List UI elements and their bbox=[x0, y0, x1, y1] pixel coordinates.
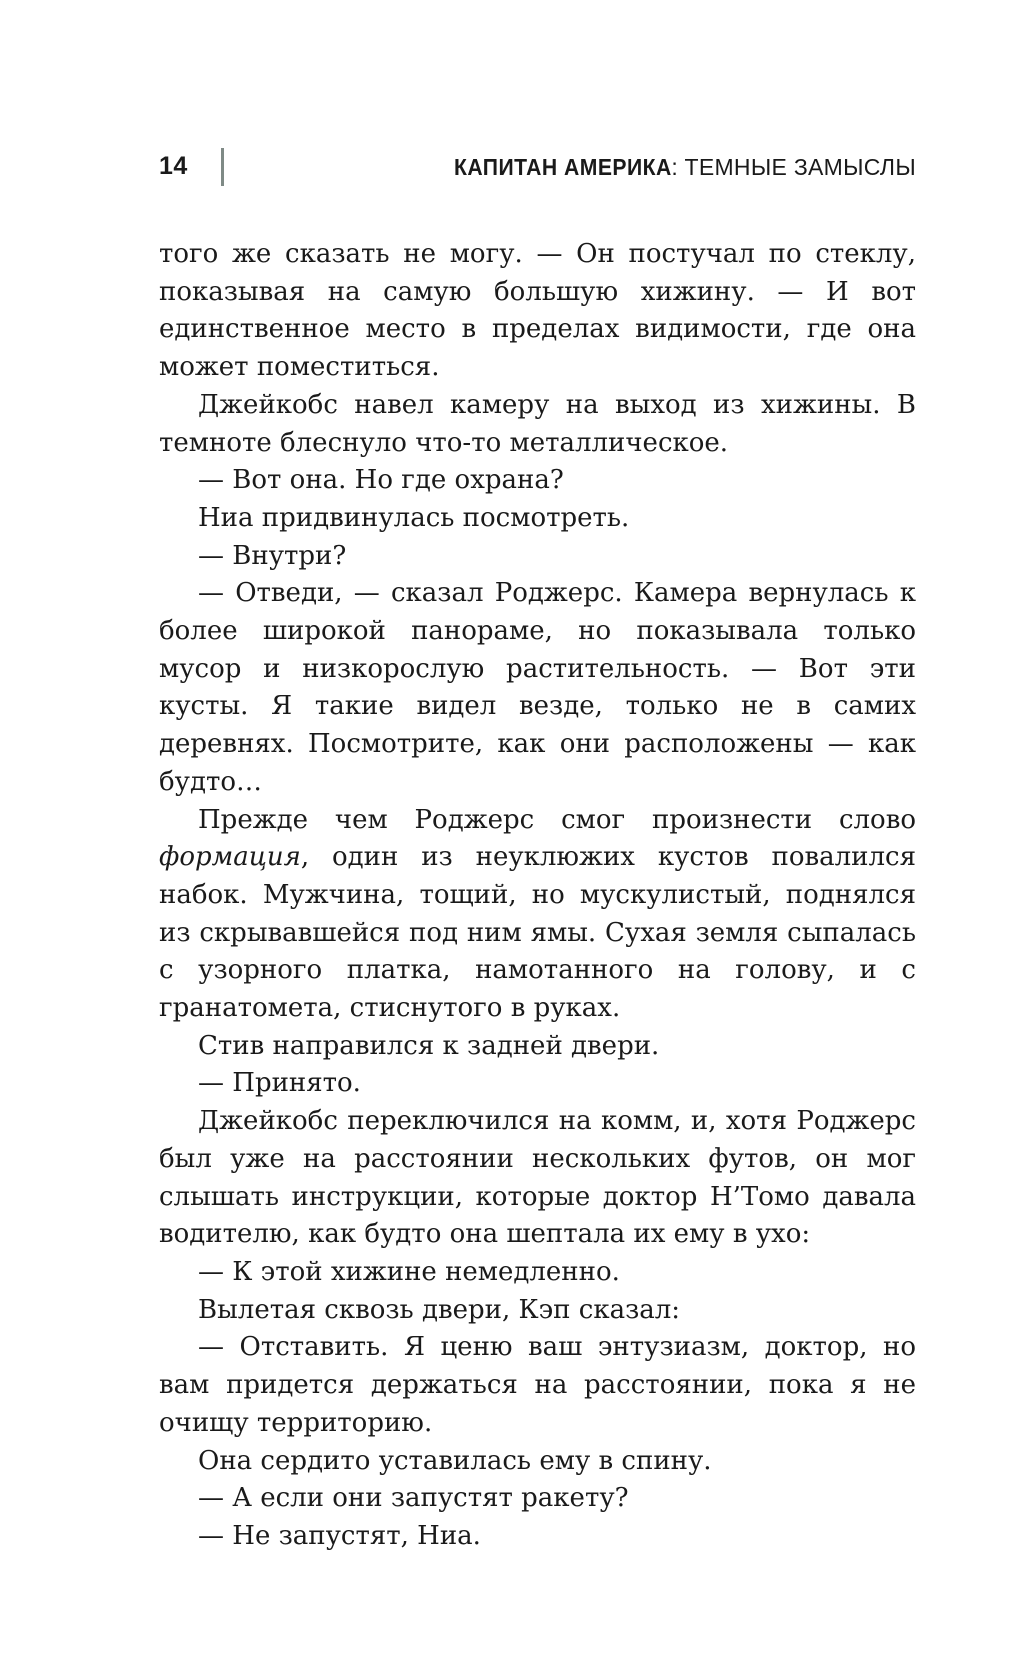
paragraph: Ниа придвинулась посмотреть. bbox=[198, 502, 630, 533]
paragraph: — Принято. bbox=[198, 1068, 361, 1099]
header-divider bbox=[221, 148, 224, 186]
paragraph: Она сердито уставилась ему в спину. bbox=[198, 1445, 712, 1476]
paragraph-text: , один из неуклюжих кустов повалился набок. Мужчина, тощий, но мускулистый, поднялся из скрывавшейся под ним ямы. Сухая земля сыпалась с узорного платка, намотанного на голову, и с гранатомета, стиснутого в руках. bbox=[159, 842, 916, 1024]
running-title bbox=[435, 154, 916, 181]
paragraph: Вылетая сквозь двери, Кэп сказал: bbox=[198, 1294, 681, 1325]
series-title: КАПИТАН АМЕРИКА bbox=[453, 154, 672, 180]
running-header bbox=[159, 148, 916, 188]
body-text bbox=[159, 236, 916, 1556]
title-separator: : bbox=[671, 154, 678, 180]
paragraph: — Не запустят, Ниа. bbox=[198, 1520, 481, 1551]
paragraph bbox=[159, 802, 916, 1028]
paragraph: — Отставить. Я ценю ваш энтузиазм, доктор, но вам придется держаться на расстоянии, пока я не очищу территорию. bbox=[159, 1332, 916, 1438]
paragraph: — А если они запустят ракету? bbox=[198, 1483, 629, 1514]
italic-word: формация bbox=[159, 842, 301, 873]
page-number: 14 bbox=[159, 152, 188, 180]
paragraph: Джейкобс навел камеру на выход из хижины. В темноте блеснуло что-то металлическое. bbox=[159, 389, 916, 458]
paragraph: Джейкобс переключился на комм, и, хотя Роджерс был уже на расстоянии нескольких футов, он мог слышать инструкции, которые доктор Н’Томо давала водителю, как будто она шептала их ему в ухо: bbox=[159, 1106, 916, 1250]
paragraph: — Внутри? bbox=[198, 540, 347, 571]
paragraph: Стив направился к задней двери. bbox=[198, 1030, 660, 1061]
paragraph: того же сказать не могу. — Он постучал по стеклу, показывая на самую большую хижину. — И вот единственное место в пределах видимости, где она может поместиться. bbox=[159, 239, 916, 383]
paragraph-text: Прежде чем Роджерс смог произнести слово bbox=[198, 804, 916, 835]
paragraph: — Отведи, — сказал Роджерс. Камера вернулась к более широкой панораме, но показывала только мусор и низкорослую растительность. — Вот эти кусты. Я такие видел везде, только не в самих деревнях. Посмотрите, как они расположены — как будто… bbox=[159, 578, 916, 797]
book-subtitle: ТЕМНЫЕ ЗАМЫСЛЫ bbox=[677, 154, 916, 180]
paragraph: — Вот она. Но где охрана? bbox=[198, 465, 564, 496]
paragraph: — К этой хижине немедленно. bbox=[198, 1256, 620, 1287]
